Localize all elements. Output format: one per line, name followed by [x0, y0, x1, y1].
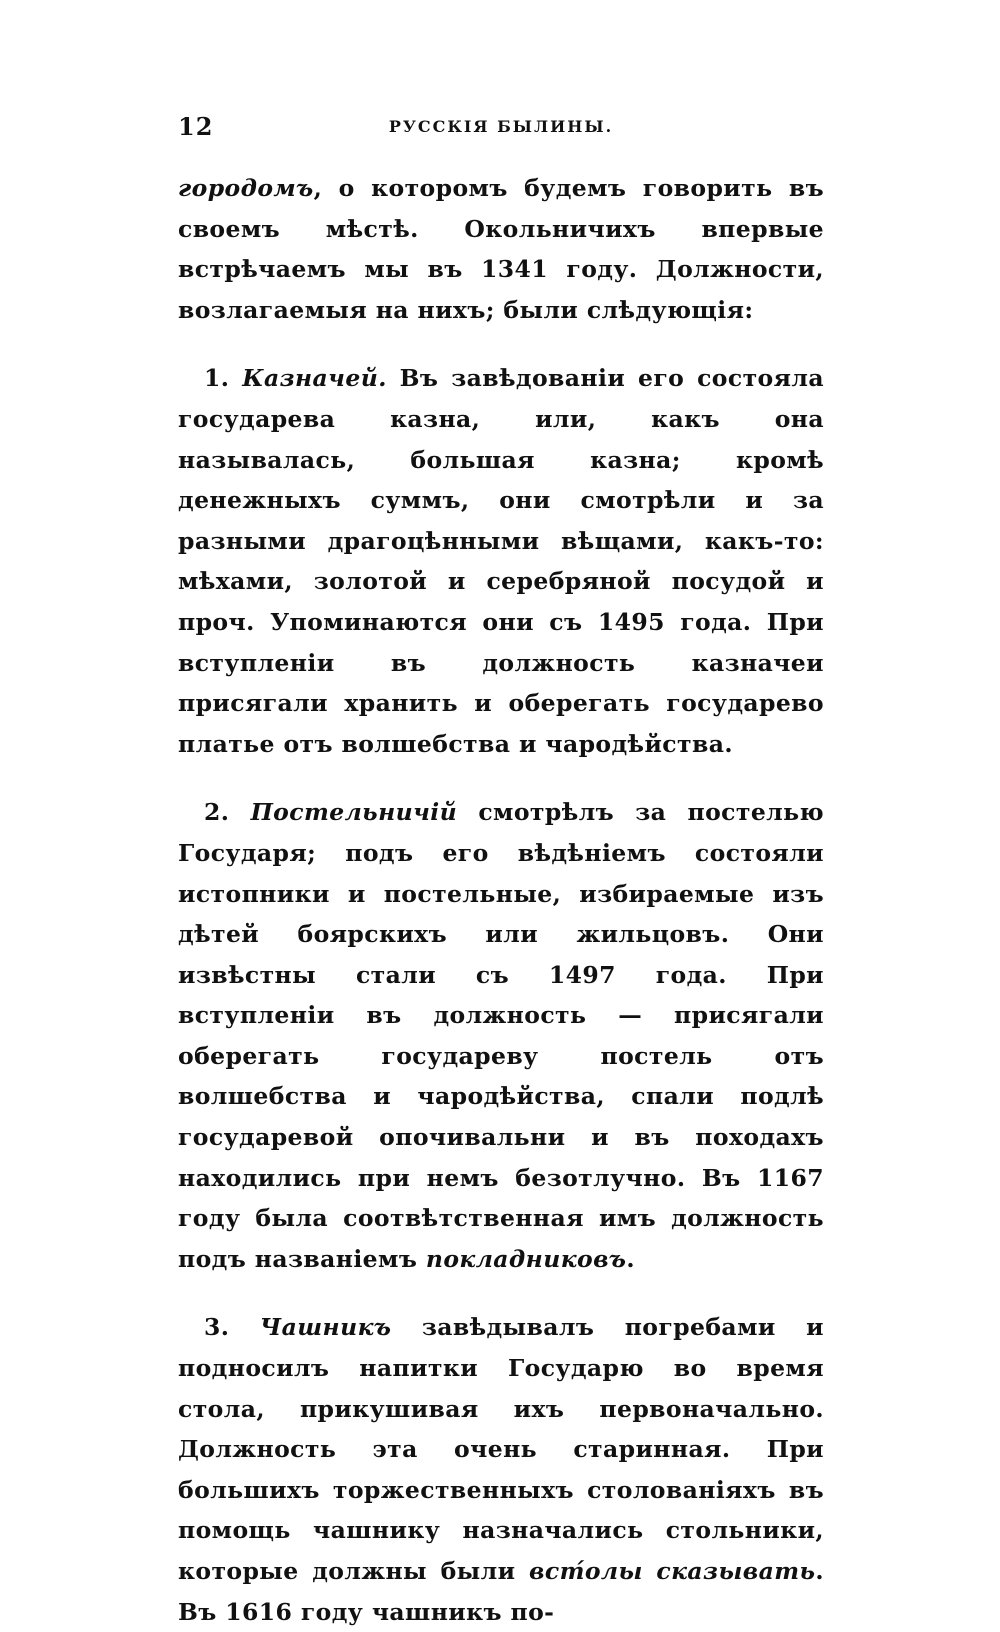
list-item-1-title: Казначей.: [242, 364, 387, 393]
list-item-2: [178, 792, 824, 1279]
list-item-2-italic-term: покладниковъ: [425, 1244, 627, 1273]
list-item-3: [178, 1307, 824, 1632]
list-item-3-number: 3.: [204, 1313, 230, 1342]
list-item-3-text: завѣдывалъ погребами и подносилъ напитки Государю во время стола, прикушивая ихъ первоначально. Должность эта очень старинная. При большихъ торжественныхъ столованіяхъ въ помощь чашнику назначались стольники, которые должны были: [178, 1313, 824, 1585]
list-item-3-end: . Въ 1616 году чашникъ по-: [178, 1557, 824, 1626]
page-header: [178, 112, 824, 148]
list-item-1: [178, 358, 824, 764]
list-item-1-number: 1.: [204, 364, 230, 393]
list-item-3-title: Чашникъ: [259, 1313, 392, 1342]
intro-paragraph: [178, 168, 824, 330]
list-item-2-text: смотрѣлъ за постелью Государя; подъ его вѣдѣніемъ состояли истопники и постельные, избираемые изъ дѣтей боярскихъ или жильцовъ. Они извѣстны стали съ 1497 года. При вступленіи въ должность — присягали оберегать государеву постель отъ волшебства и чародѣйства, спали подлѣ государевой опочивальни и въ походахъ находились при немъ безотлучно. Въ 1167 году была соотвѣтственная имъ должность подъ названіемъ: [178, 798, 824, 1273]
body-text: [178, 168, 824, 1632]
running-title: РУССКІЯ БЫЛИНЫ.: [388, 117, 614, 136]
list-item-1-text: Въ завѣдованіи его состояла государева казна, или, какъ она называлась, большая казна; кромѣ денежныхъ суммъ, они смотрѣли и за разными драгоцѣнными вѣщами, какъ-то: мѣхами, золотой и серебряной посудой и проч. Упоминаются они съ 1495 года. При вступленіи въ должность казначеи присягали хранить и оберегать государево платье отъ волшебства и чародѣйства.: [178, 364, 824, 758]
page-number: 12: [178, 112, 214, 141]
list-item-2-end: .: [626, 1244, 635, 1273]
intro-text: , о которомъ будемъ говорить въ своемъ мѣстѣ. Окольничихъ впервые встрѣчаемъ мы въ 1341 году. Должности, возлагаемыя на нихъ; были слѣдующія:: [178, 174, 824, 324]
list-item-3-italic-phrase: вст́олы сказывать: [529, 1557, 816, 1585]
list-item-2-number: 2.: [204, 798, 230, 827]
intro-italic-word: городомъ: [178, 174, 314, 202]
list-item-2-title: Постельничій: [250, 798, 458, 827]
